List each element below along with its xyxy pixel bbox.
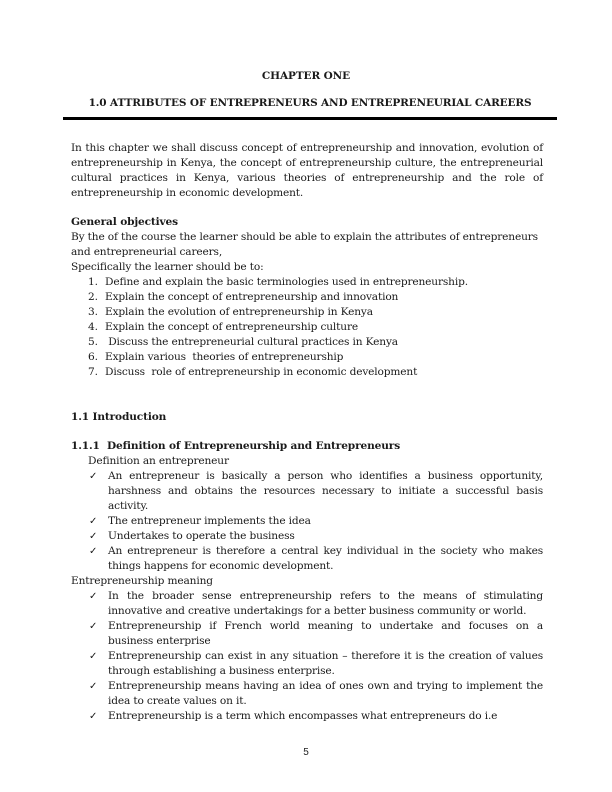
item-text: Undertakes to operate the business <box>108 530 295 542</box>
list-item <box>88 529 543 544</box>
objectives-intro: By the of the course the learner should be able to explain the attributes of entrepreneurs and entrepreneurial careers, <box>71 231 538 258</box>
document-body <box>71 141 543 724</box>
list-item <box>88 365 543 380</box>
entrepreneurship-meaning-label: Entrepreneurship meaning <box>71 575 213 587</box>
entrepreneur-points-list <box>71 469 543 574</box>
entrepreneur-definition-label: Definition an entrepreneur <box>88 455 229 467</box>
list-item <box>88 290 543 305</box>
item-number: 7. <box>88 366 98 378</box>
item-text: Entrepreneurship if French world meaning to undertake and focuses on a business enterprise <box>108 620 543 647</box>
item-text: Explain the evolution of entrepreneurship in Kenya <box>105 306 373 318</box>
list-item <box>88 589 543 619</box>
introduction-heading: 1.1 Introduction <box>71 411 167 423</box>
item-text: The entrepreneur implements the idea <box>108 515 311 527</box>
chapter-heading: CHAPTER ONE <box>261 70 351 82</box>
checkmark-icon: ✓ <box>89 681 98 692</box>
item-number: 6. <box>88 351 98 363</box>
list-item <box>88 275 543 290</box>
list-item <box>88 679 543 709</box>
list-item <box>88 305 543 320</box>
item-text: Entrepreneurship can exist in any situation – therefore it is the creation of values through establishing a business enterprise. <box>108 650 543 677</box>
item-text: An entrepreneur is basically a person who identifies a business opportunity, harshness and obtains the resources necessary to initiate a successful basis activity. <box>108 470 543 512</box>
item-text: Entrepreneurship means having an idea of ones own and trying to implement the idea to create values on it. <box>108 680 543 707</box>
item-text: Explain the concept of entrepreneurship and innovation <box>105 291 399 303</box>
spacer <box>71 201 543 215</box>
item-text: In the broader sense entrepreneurship refers to the means of stimulating innovative and creative undertakings for a better business community or world. <box>108 590 543 617</box>
checkmark-icon: ✓ <box>89 516 98 527</box>
spacer <box>71 380 543 394</box>
checkmark-icon: ✓ <box>89 591 98 602</box>
item-number: 1. <box>88 276 98 288</box>
heading-divider <box>63 117 557 120</box>
list-item <box>88 619 543 649</box>
item-number: 2. <box>88 291 98 303</box>
objectives-heading: General objectives <box>71 216 178 228</box>
checkmark-icon: ✓ <box>89 471 98 482</box>
list-item <box>88 350 543 365</box>
checkmark-icon: ✓ <box>89 531 98 542</box>
intro-paragraph: In this chapter we shall discuss concept of entrepreneurship and innovation, evolution of entrepreneurship in Kenya, the concept of entrepreneurship culture, the entrepreneurial cultural practices in Kenya, various theories of entrepreneurship and the role of entrepreneurship in economic development. <box>71 142 543 199</box>
item-text: Discuss role of entrepreneurship in economic development <box>105 366 418 378</box>
item-number: 3. <box>88 306 98 318</box>
subsection-title: Definition of Entrepreneurship and Entrepreneurs <box>107 440 401 452</box>
item-text: Explain the concept of entrepreneurship culture <box>105 321 358 333</box>
list-item <box>88 469 543 514</box>
item-text: An entrepreneur is therefore a central key individual in the society who makes things happens for economic development. <box>108 545 543 572</box>
checkmark-icon: ✓ <box>89 546 98 557</box>
subsection-heading <box>71 439 543 454</box>
checkmark-icon: ✓ <box>89 711 98 722</box>
list-item <box>88 544 543 574</box>
section-title: 1.0 ATTRIBUTES OF ENTREPRENEURS AND ENTREPRENEURIAL CAREERS <box>88 97 532 109</box>
checkmark-icon: ✓ <box>89 651 98 662</box>
objectives-list <box>71 275 543 380</box>
list-item <box>88 649 543 679</box>
page-number: 5 <box>303 747 309 758</box>
objectives-specific: Specifically the learner should be to: <box>71 261 264 273</box>
item-text: Explain various theories of entrepreneurship <box>105 351 344 363</box>
meaning-points-list <box>71 589 543 724</box>
list-item <box>88 514 543 529</box>
item-text: Discuss the entrepreneurial cultural practices in Kenya <box>105 336 398 348</box>
item-number: 4. <box>88 321 98 333</box>
list-item <box>88 320 543 335</box>
checkmark-icon: ✓ <box>89 621 98 632</box>
list-item <box>88 709 543 724</box>
item-number: 5. <box>88 336 98 348</box>
list-item <box>88 335 543 350</box>
item-text: Entrepreneurship is a term which encompasses what entrepreneurs do i.e <box>108 710 498 722</box>
item-text: Define and explain the basic terminologies used in entrepreneurship. <box>105 276 468 288</box>
subsection-number: 1.1.1 <box>71 440 100 452</box>
